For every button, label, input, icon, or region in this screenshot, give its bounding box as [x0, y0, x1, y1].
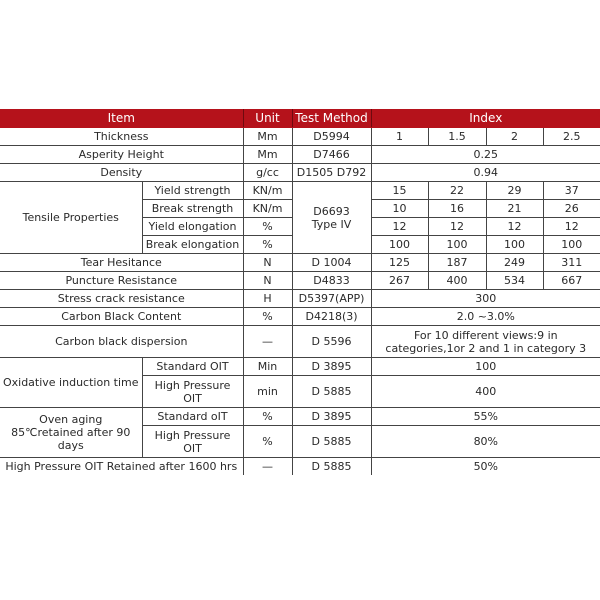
table-row-stress-crack	[0, 290, 600, 308]
specification-table	[0, 109, 600, 475]
index-cell: 80%	[371, 426, 600, 458]
unit-cell: min	[243, 376, 292, 408]
unit-cell: KN/m	[243, 200, 292, 218]
method-cell: D4218(3)	[292, 308, 371, 326]
subitem-cell: Break elongation	[142, 236, 243, 254]
unit-cell: %	[243, 308, 292, 326]
index-cell: 26	[543, 200, 600, 218]
subitem-cell: Yield strength	[142, 182, 243, 200]
index-cell: 100	[371, 236, 428, 254]
index-cell: 21	[486, 200, 543, 218]
header-item: Item	[0, 110, 243, 128]
item-cell: Puncture Resistance	[0, 272, 243, 290]
table-header-row	[0, 110, 600, 128]
index-cell: 2.5	[543, 128, 600, 146]
index-cell: 12	[486, 218, 543, 236]
item-cell: Thickness	[0, 128, 243, 146]
table-row-oven-aging-standard	[0, 408, 600, 426]
unit-cell: H	[243, 290, 292, 308]
subitem-cell: Break strength	[142, 200, 243, 218]
method-line: D6693	[313, 204, 350, 218]
index-cell: 50%	[371, 458, 600, 476]
index-cell: 667	[543, 272, 600, 290]
unit-cell: N	[243, 272, 292, 290]
index-cell: 37	[543, 182, 600, 200]
item-cell: Stress crack resistance	[0, 290, 243, 308]
table-row-density	[0, 164, 600, 182]
method-cell: D 5885	[292, 376, 371, 408]
table-row-carbon-content	[0, 308, 600, 326]
subitem-cell: High Pressure OIT	[142, 376, 243, 408]
table-row-asperity	[0, 146, 600, 164]
method-cell: D 5885	[292, 458, 371, 476]
method-cell: D 5596	[292, 326, 371, 358]
index-cell: 55%	[371, 408, 600, 426]
index-cell: 29	[486, 182, 543, 200]
index-cell: 12	[428, 218, 486, 236]
item-cell: Carbon black dispersion	[0, 326, 243, 358]
index-cell: 300	[371, 290, 600, 308]
index-cell: 12	[543, 218, 600, 236]
table-row-tensile-yield-strength	[0, 182, 600, 200]
method-line: Type IV	[311, 217, 352, 231]
index-cell: 15	[371, 182, 428, 200]
unit-cell: %	[243, 236, 292, 254]
index-cell: 0.25	[371, 146, 600, 164]
index-cell: 534	[486, 272, 543, 290]
method-cell: D 1004	[292, 254, 371, 272]
index-cell: 2	[486, 128, 543, 146]
item-cell: Asperity Height	[0, 146, 243, 164]
unit-cell: %	[243, 426, 292, 458]
index-cell: 22	[428, 182, 486, 200]
unit-cell: N	[243, 254, 292, 272]
index-cell: 0.94	[371, 164, 600, 182]
table-row-carbon-dispersion	[0, 326, 600, 358]
index-cell: 2.0 ~3.0%	[371, 308, 600, 326]
subitem-cell: Standard OIT	[142, 358, 243, 376]
index-cell: 1	[371, 128, 428, 146]
index-cell: 100	[543, 236, 600, 254]
table-row-puncture	[0, 272, 600, 290]
header-test-method: Test Method	[292, 110, 371, 128]
unit-cell: Mm	[243, 146, 292, 164]
unit-cell: %	[243, 218, 292, 236]
table-row-hp-oit-retained	[0, 458, 600, 476]
table-row-thickness	[0, 128, 600, 146]
header-unit: Unit	[243, 110, 292, 128]
method-cell: D7466	[292, 146, 371, 164]
index-cell: 267	[371, 272, 428, 290]
index-cell: 100	[486, 236, 543, 254]
index-cell: 10	[371, 200, 428, 218]
index-cell: 125	[371, 254, 428, 272]
item-cell: Density	[0, 164, 243, 182]
table-row-oit-standard	[0, 358, 600, 376]
subitem-cell: High Pressure OIT	[142, 426, 243, 458]
index-cell: 1.5	[428, 128, 486, 146]
method-cell: D1505 D792	[292, 164, 371, 182]
subitem-cell: Standard oIT	[142, 408, 243, 426]
item-cell: Oven aging 85℃retained after 90 days	[0, 408, 142, 458]
index-cell: 100	[371, 358, 600, 376]
unit-cell: KN/m	[243, 182, 292, 200]
unit-cell: %	[243, 408, 292, 426]
unit-cell: —	[243, 458, 292, 476]
index-cell: 249	[486, 254, 543, 272]
method-cell: D5397(APP)	[292, 290, 371, 308]
item-cell: Tensile Properties	[0, 182, 142, 254]
index-cell: 400	[371, 376, 600, 408]
method-cell	[292, 182, 371, 254]
unit-cell: Min	[243, 358, 292, 376]
index-cell: 187	[428, 254, 486, 272]
index-cell: 100	[428, 236, 486, 254]
index-cell: 16	[428, 200, 486, 218]
method-cell: D 3895	[292, 358, 371, 376]
item-cell: Oxidative induction time	[0, 358, 142, 408]
index-cell: 311	[543, 254, 600, 272]
index-cell: 12	[371, 218, 428, 236]
unit-cell: g/cc	[243, 164, 292, 182]
index-cell: For 10 different views:9 in categories,1or 2 and 1 in category 3	[371, 326, 600, 358]
item-cell: High Pressure OIT Retained after 1600 hrs	[0, 458, 243, 476]
method-cell: D4833	[292, 272, 371, 290]
index-cell: 400	[428, 272, 486, 290]
method-cell: D 5885	[292, 426, 371, 458]
item-cell: Tear Hesitance	[0, 254, 243, 272]
unit-cell: Mm	[243, 128, 292, 146]
method-cell: D5994	[292, 128, 371, 146]
subitem-cell: Yield elongation	[142, 218, 243, 236]
table-row-tear	[0, 254, 600, 272]
header-index: Index	[371, 110, 600, 128]
method-cell: D 3895	[292, 408, 371, 426]
item-cell: Carbon Black Content	[0, 308, 243, 326]
unit-cell: —	[243, 326, 292, 358]
